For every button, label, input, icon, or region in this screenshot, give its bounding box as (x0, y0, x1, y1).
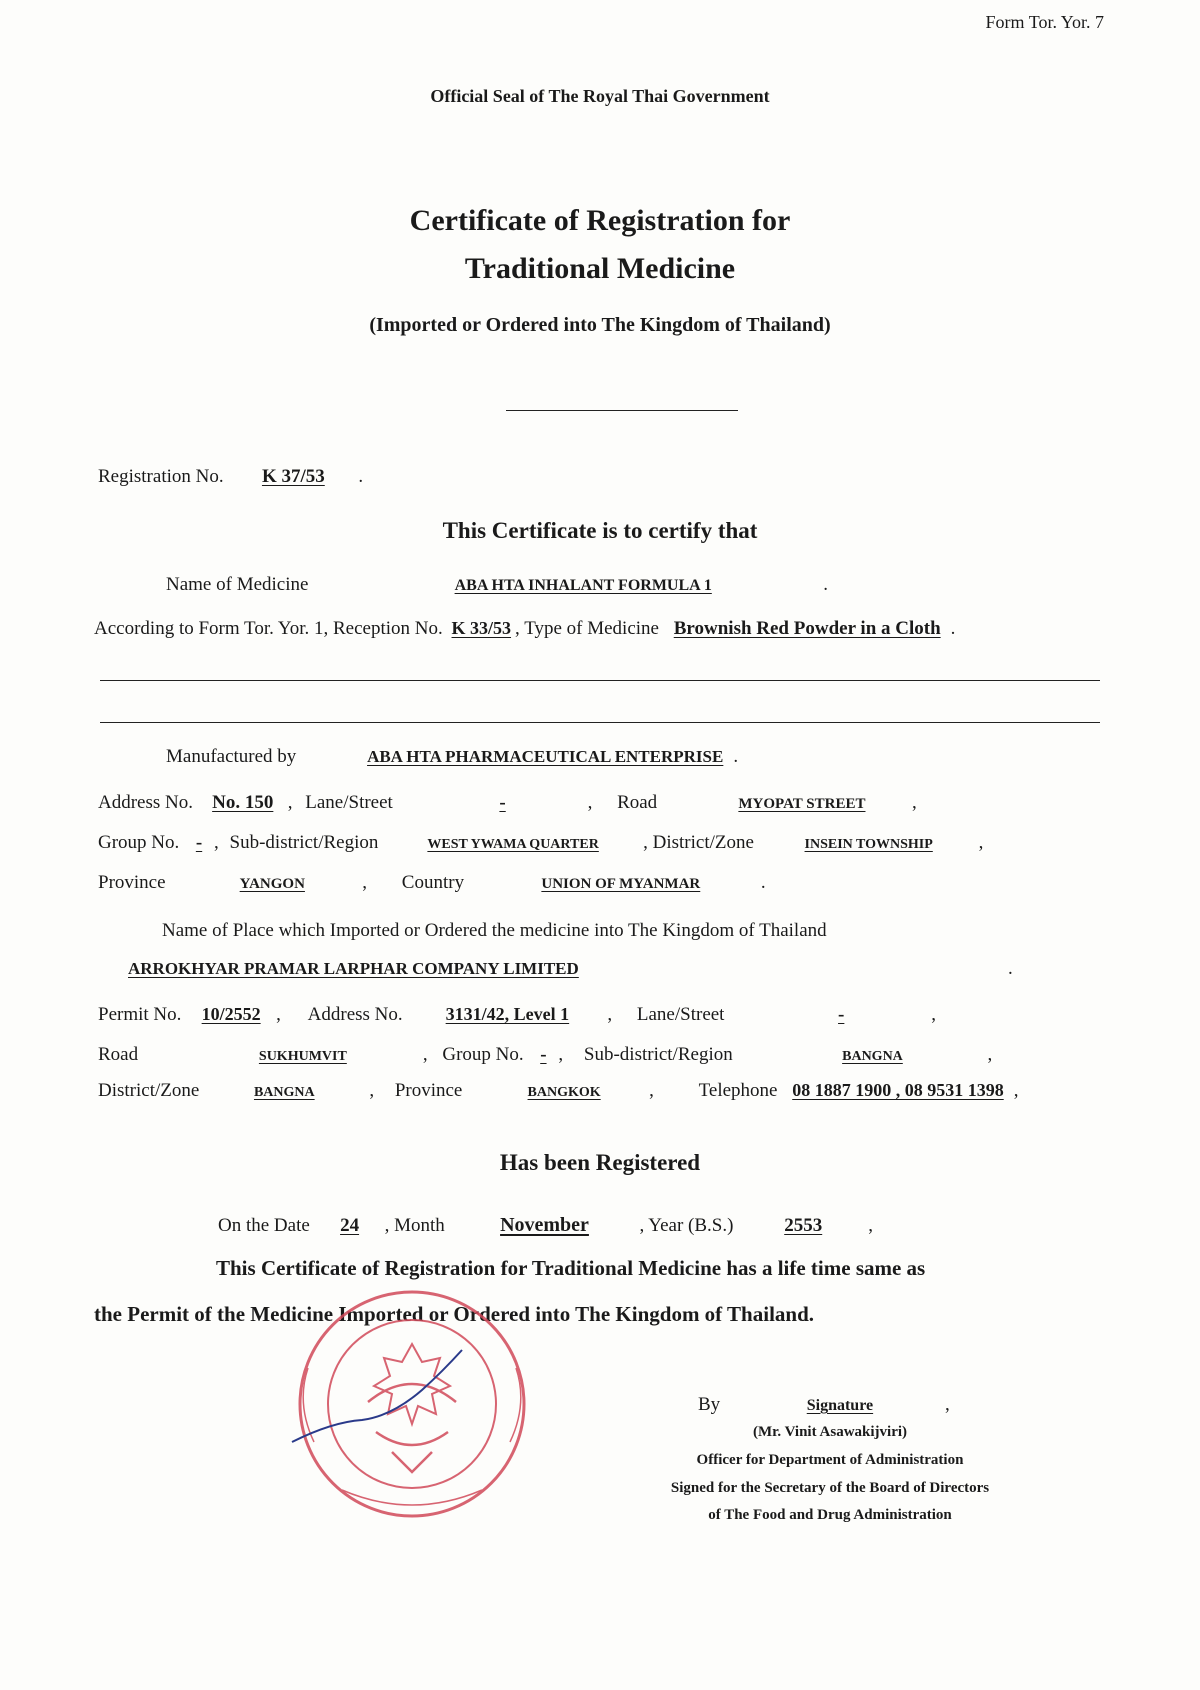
blank-line-2 (100, 722, 1100, 723)
mfr-group-label: Group No. (98, 832, 180, 853)
subtitle: (Imported or Ordered into The Kingdom of Thailand) (369, 314, 831, 336)
imp-road-label: Road (98, 1044, 139, 1065)
registered-heading: Has been Registered (499, 1150, 701, 1175)
date-year: 2553 (784, 1215, 823, 1236)
mfr-road-label: Road (617, 792, 658, 813)
manufacturer-label: Manufactured by (166, 746, 297, 767)
signer-title-2: Signed for the Secretary of the Board of Directors (670, 1480, 990, 1496)
imp-address-no: 3131/42, Level 1 (445, 1004, 570, 1024)
manufacturer-address-row: Address No. No. 150 , Lane/Street - , Road MYOPAT STREET , (98, 792, 917, 813)
importer-name: ARROKHYAR PRAMAR LARPHAR COMPANY LIMITED (128, 959, 579, 978)
registration-value: K 37/53 (261, 466, 325, 487)
mfr-district: INSEIN TOWNSHIP (804, 837, 933, 852)
imp-road: SUKHUMVIT (258, 1049, 347, 1064)
registration-row: Registration No. K 37/53 . (98, 466, 364, 487)
importer-road-row: Road SUKHUMVIT , Group No. - , Sub-district/Region BANGNA , (98, 1044, 993, 1065)
blank-line-1 (100, 680, 1100, 681)
manufacturer-name: ABA HTA PHARMACEUTICAL ENTERPRISE (367, 747, 724, 766)
importer-permit-row: Permit No. 10/2552 , Address No. 3131/42, Level 1 , Lane/Street - , (98, 1004, 936, 1025)
importer-label: Name of Place which Imported or Ordered the medicine into The Kingdom of Thailand (162, 920, 827, 941)
signer-title-3: of The Food and Drug Administration (708, 1507, 952, 1523)
official-seal-stamp (272, 1282, 552, 1522)
mfr-subdistrict-label: Sub-district/Region (229, 832, 379, 853)
imp-lane-label: Lane/Street (636, 1004, 725, 1025)
mfr-lane-label: Lane/Street (305, 792, 393, 813)
registration-label: Registration No. (98, 466, 224, 487)
imp-address-no-label: Address No. (307, 1004, 403, 1025)
mfr-road: MYOPAT STREET (738, 796, 866, 812)
mfr-lane: - (499, 792, 506, 813)
certify-heading: This Certificate is to certify that (442, 518, 758, 543)
imp-group-label: Group No. (442, 1044, 524, 1065)
medicine-type-value: Brownish Red Powder in a Cloth (673, 618, 941, 639)
medicine-form-row: According to Form Tor. Yor. 1, Reception No. K 33/53 , Type of Medicine Brownish Red Powder in a Cloth . (94, 618, 956, 639)
imp-subdistrict-label: Sub-district/Region (583, 1044, 733, 1065)
permit-label: Permit No. (98, 1004, 182, 1025)
imp-province: BANGKOK (527, 1085, 601, 1100)
imp-group: - (540, 1044, 547, 1065)
importer-district-row: District/Zone BANGNA , Province BANGKOK , Telephone 08 1887 1900 , 08 9531 1398 , (98, 1080, 1019, 1101)
form-code: Form Tor. Yor. 7 (985, 12, 1104, 32)
mfr-province-label: Province (98, 872, 166, 893)
imp-province-label: Province (394, 1080, 463, 1101)
type-label: , Type of Medicine (515, 618, 659, 639)
date-month: November (500, 1214, 589, 1236)
date-day: 24 (340, 1215, 360, 1236)
importer-name-row: ARROKHYAR PRAMAR LARPHAR COMPANY LIMITED . (98, 958, 1013, 980)
medicine-name-label: Name of Medicine (166, 574, 309, 595)
signer-name: (Mr. Vinit Asawakijviri) (752, 1424, 908, 1440)
title-line-1: Certificate of Registration for (409, 204, 791, 237)
manufacturer-region-row: Group No. - , Sub-district/Region WEST YWAMA QUARTER , District/Zone INSEIN TOWNSHIP , (98, 832, 984, 853)
lifetime-line-1: This Certificate of Registration for Traditional Medicine has a life time same as (216, 1256, 926, 1280)
lifetime-line-2: the Permit of the Medicine Imported or Ordered into The Kingdom of Thailand. (94, 1302, 815, 1326)
mfr-country-label: Country (401, 872, 465, 893)
mfr-group: - (195, 832, 203, 853)
form-text: According to Form Tor. Yor. 1, Reception No. (94, 618, 443, 639)
seal-heading: Official Seal of The Royal Thai Government (430, 86, 770, 106)
manufacturer-row: Manufactured by ABA HTA PHARMACEUTICAL ENTERPRISE . (166, 746, 739, 767)
mfr-province: YANGON (239, 876, 305, 892)
manufacturer-province-row: Province YANGON , Country UNION OF MYANMAR . (98, 872, 766, 893)
signature-row: By Signature , (698, 1394, 950, 1415)
mfr-district-label: District/Zone (652, 832, 754, 853)
signer-title-1: Officer for Department of Administration (696, 1452, 964, 1468)
title-line-2: Traditional Medicine (464, 252, 736, 285)
telephone-value: 08 1887 1900 , 08 9531 1398 (792, 1080, 1004, 1100)
year-label: , Year (B.S.) (639, 1215, 734, 1236)
imp-district-label: District/Zone (98, 1080, 200, 1101)
imp-subdistrict: BANGNA (842, 1049, 903, 1064)
reception-no: K 33/53 (451, 618, 512, 638)
imp-district: BANGNA (253, 1085, 315, 1100)
registration-date-row: On the Date 24 , Month November , Year (B.S.) 2553 , (218, 1214, 873, 1236)
medicine-name-value: ABA HTA INHALANT FORMULA 1 (454, 577, 712, 594)
mfr-subdistrict: WEST YWAMA QUARTER (427, 837, 599, 852)
imp-lane: - (838, 1004, 845, 1025)
mfr-country: UNION OF MYANMAR (541, 876, 701, 892)
signature-value: Signature (806, 1397, 874, 1414)
by-label: By (698, 1394, 721, 1415)
month-label: , Month (384, 1215, 445, 1236)
medicine-name-row: Name of Medicine ABA HTA INHALANT FORMULA 1 . (166, 574, 828, 595)
mfr-address-no-label: Address No. (98, 792, 193, 813)
title-divider (506, 410, 738, 411)
date-label: On the Date (218, 1215, 310, 1236)
permit-value: 10/2552 (201, 1004, 261, 1024)
telephone-label: Telephone (698, 1080, 778, 1101)
mfr-address-no: No. 150 (212, 792, 274, 813)
